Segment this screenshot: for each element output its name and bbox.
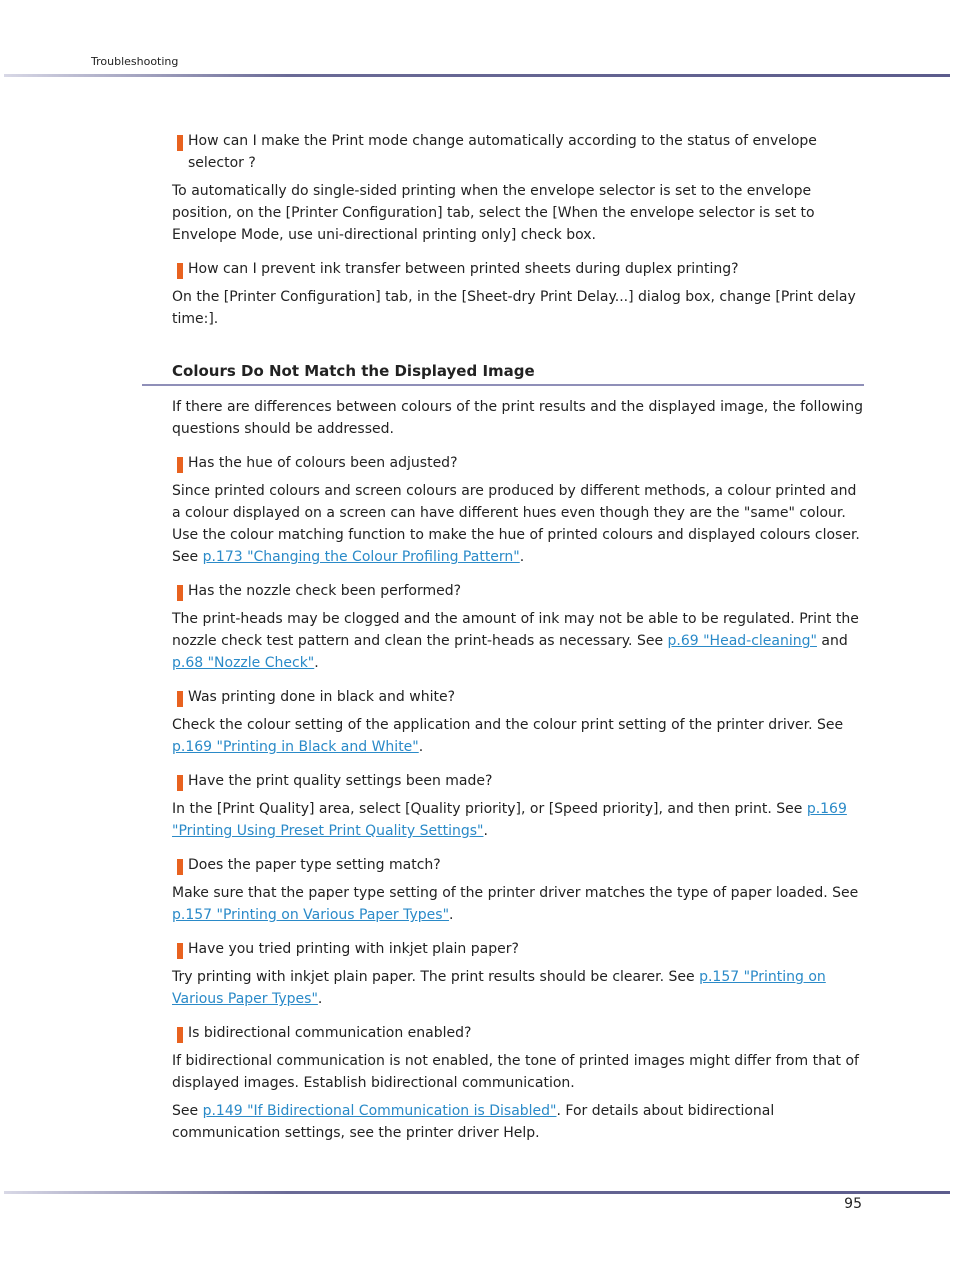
question-marker-icon <box>177 775 183 791</box>
answer-text: Check the colour setting of the application and the colour print setting of the printer driver. See <box>172 717 844 733</box>
answer-paragraph: To automatically do single-sided printing when the envelope selector is set to the envelope position, on the [Printer Configuration] tab, select the [When the envelope selector is set to Envelope Mode, use uni-directional printing only] check box. <box>172 183 815 243</box>
section-intro: If there are differences between colours of the print results and the displayed image, the following questions should be addressed. <box>172 399 864 437</box>
question-marker-icon <box>177 1027 183 1043</box>
answer-paragraph <box>172 882 864 926</box>
question-text: Has the nozzle check been performed? <box>188 583 462 599</box>
question-heading <box>172 854 864 876</box>
page-number: 95 <box>844 1196 862 1212</box>
question-heading <box>172 938 864 960</box>
question-heading <box>172 580 864 602</box>
question-heading <box>172 686 864 708</box>
question-marker-icon <box>177 135 183 151</box>
question-text: Has the hue of colours been adjusted? <box>188 455 458 471</box>
question-marker-icon <box>177 691 183 707</box>
answer-paragraph: If bidirectional communication is not enabled, the tone of printed images might differ from that of displayed images. Establish bidirectional communication. <box>172 1053 859 1091</box>
answer-text: Since printed colours and screen colours are produced by different methods, a colour printed and a colour displayed on a screen can have different hues even though they are the "same" colour. Use the colour matching function to make the hue of printed colours and displayed colours closer. See <box>172 483 860 565</box>
cross-reference-link[interactable]: p.68 "Nozzle Check" <box>172 655 315 671</box>
question-text: Have you tried printing with inkjet plain paper? <box>188 941 519 957</box>
question-text: Was printing done in black and white? <box>188 689 456 705</box>
cross-reference-link[interactable]: p.157 "Printing on Various Paper Types" <box>172 969 826 1007</box>
header-rule <box>4 74 950 77</box>
answer-paragraph <box>172 966 864 1010</box>
answer-text: . <box>418 739 424 755</box>
question-heading <box>172 130 864 174</box>
question-marker-icon <box>177 263 183 279</box>
footer-rule <box>4 1191 950 1194</box>
running-header: Troubleshooting <box>91 55 179 68</box>
answer-text: . <box>317 991 323 1007</box>
question-heading <box>172 452 864 474</box>
answer-text: and <box>816 633 848 649</box>
cross-reference-link[interactable]: p.173 "Changing the Colour Profiling Pattern" <box>202 549 520 565</box>
answer-text: Try printing with inkjet plain paper. The print results should be clearer. See <box>172 969 700 985</box>
answer-text: . <box>519 549 525 565</box>
question-text: Does the paper type setting match? <box>188 857 441 873</box>
question-marker-icon <box>177 585 183 601</box>
question-heading <box>172 258 864 280</box>
answer-text: . <box>449 907 454 923</box>
answer-text: . <box>483 823 488 839</box>
cross-reference-link[interactable]: p.157 "Printing on Various Paper Types" <box>172 907 450 923</box>
answer-text: . <box>314 655 319 671</box>
question-marker-icon <box>177 457 183 473</box>
answer-text: In the [Print Quality] area, select [Quality priority], or [Speed priority], and then print. See <box>172 801 807 817</box>
answer-paragraph <box>172 714 864 758</box>
answer-text: Make sure that the paper type setting of the printer driver matches the type of paper loaded. See <box>172 885 859 901</box>
answer-paragraph <box>172 608 864 674</box>
cross-reference-link[interactable]: p.169 "Printing Using Preset Print Quality Settings" <box>172 801 847 839</box>
question-marker-icon <box>177 859 183 875</box>
answer-text: See <box>172 1103 203 1119</box>
answer-paragraph <box>172 1100 864 1144</box>
cross-reference-link[interactable]: p.149 "If Bidirectional Communication is Disabled" <box>202 1103 557 1119</box>
cross-reference-link[interactable]: p.169 "Printing in Black and White" <box>172 739 419 755</box>
question-marker-icon <box>177 943 183 959</box>
answer-paragraph <box>172 798 864 842</box>
section-title: Colours Do Not Match the Displayed Image <box>142 360 864 386</box>
question-text: Is bidirectional communication enabled? <box>188 1025 472 1041</box>
answer-text: . For details about bidirectional communication settings, see the printer driver Help. <box>172 1103 775 1141</box>
question-heading <box>172 770 864 792</box>
cross-reference-link[interactable]: p.69 "Head-cleaning" <box>667 633 817 649</box>
question-heading <box>172 1022 864 1044</box>
question-text: How can I prevent ink transfer between printed sheets during duplex printing? <box>188 261 739 277</box>
question-text: Have the print quality settings been made? <box>188 773 493 789</box>
page-content <box>172 130 864 1156</box>
answer-paragraph: On the [Printer Configuration] tab, in the [Sheet-dry Print Delay...] dialog box, change [Print delay time:]. <box>172 289 856 327</box>
answer-text: The print-heads may be clogged and the amount of ink may not be able to be regulated. Print the nozzle check test pattern and clean the print-heads as necessary. See <box>172 611 859 649</box>
answer-paragraph <box>172 480 864 568</box>
question-text: How can I make the Print mode change automatically according to the status of envelope selector ? <box>188 133 817 171</box>
